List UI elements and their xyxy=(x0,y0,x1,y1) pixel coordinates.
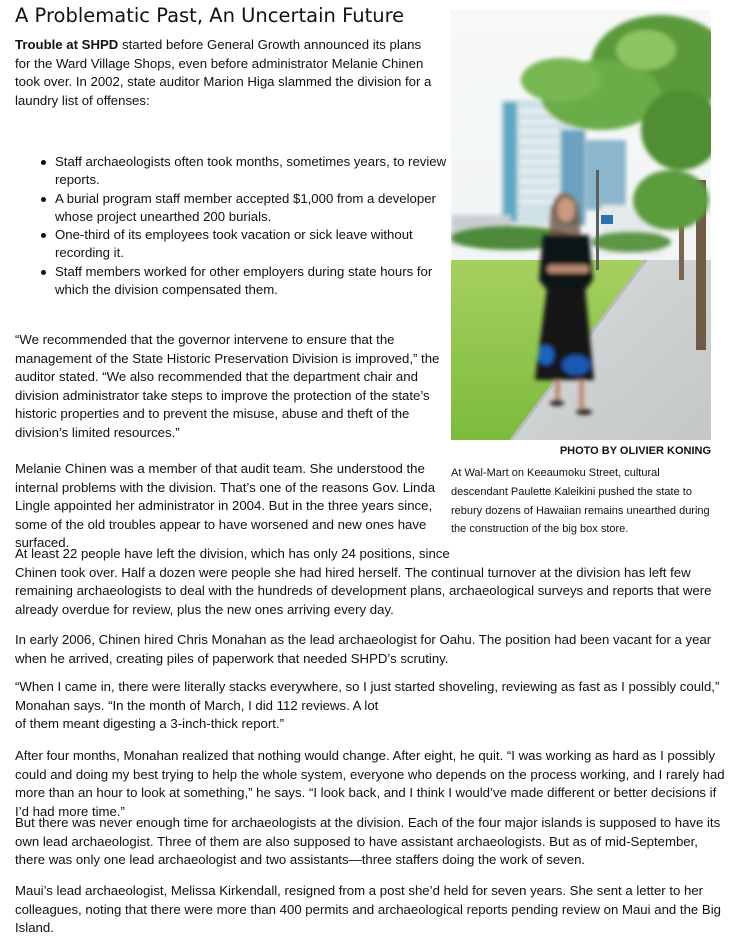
list-item: A burial program staff member accepted $1,000 from a developer whose project unearthed 200 burials. xyxy=(55,190,450,227)
offenses-list xyxy=(24,153,450,299)
quote-line-1: “When I came in, there were literally stacks everywhere, so I just started shoveling, reviewing as fast as I possibly could,” xyxy=(15,679,720,694)
quote-line-3: of them meant digesting a 3-inch-thick report.” xyxy=(15,716,285,731)
street-sign xyxy=(601,215,613,224)
turnover-paragraph xyxy=(15,545,727,619)
turnover-rest: Chinen took over. Half a dozen were people she had hired herself. The continual turnover at the division has left few remaining archaeologists to deal with the hundreds of development plans, archaeological surveys and reports that were already overdue for review, plus the new ones arriving every day. xyxy=(15,564,712,617)
turnover-first-line: At least 22 people have left the division, which has only 24 positions, since xyxy=(15,546,450,561)
auditor-quote-paragraph: “We recommended that the governor intervene to ensure that the management of the State Historic Preservation Division is improved,” the auditor stated. “We also recommended that the department chair and division administrator take steps to improve the protection of the state’s historic properties and to prevent the misuse, abuse and theft of the division’s limited resources.” xyxy=(15,332,440,440)
photo-credit: PHOTO BY OLIVIER KONING xyxy=(559,445,711,457)
photo-illustration xyxy=(451,10,711,440)
monahan-quit-paragraph: After four months, Monahan realized that nothing would change. After eight, he quit. “I was working as hard as I possibly could and doing my best trying to help the whole system, everyone who depends on the process working, and I rarely had more than an hour to look at something,” he says. “I look back, and I think I would’ve made different or better decisions if I’d had more time.” xyxy=(15,748,725,819)
staffing-paragraph: But there was never enough time for archaeologists at the division. Each of the four major islands is supposed to have its own lead archaeologist. Three of them are also supposed to have assistant archaeologists. But as of mid-September, there was only one lead archaeologist and two assistants—three staffers doing the work of seven. xyxy=(15,815,721,867)
audit-team-paragraph: Melanie Chinen was a member of that audit team. She understood the internal problems with the division. That’s one of the reasons Gov. Linda Lingle appointed her administrator in 2004. But in the three years since, some of the old troubles appear to have worsened and new ones have surfaced. xyxy=(15,461,436,550)
maui-paragraph: Maui’s lead archaeologist, Melissa Kirkendall, resigned from a post she’d held for seven years. She sent a letter to her colleagues, noting that there were more than 400 permits and archaeological reports pending review on Maui and the Big Island. xyxy=(15,883,721,935)
intro-text: started before General Growth announced its plans for the Ward Village Shops, even before administrator Melanie Chinen took over. In 2002, state auditor Marion Higa slammed the division for a laundry list of offenses: xyxy=(15,37,432,108)
intro-lead: Trouble at SHPD xyxy=(15,37,119,52)
list-item: Staff members worked for other employers during state hours for which the division compensated them. xyxy=(55,263,450,300)
article-headline: A Problematic Past, An Uncertain Future xyxy=(15,4,405,27)
lamp-post xyxy=(596,170,599,270)
article-photo xyxy=(451,10,711,440)
intro-paragraph xyxy=(15,36,440,110)
monahan-hired-paragraph: In early 2006, Chinen hired Chris Monahan as the lead archaeologist for Oahu. The position had been vacant for a year when he arrived, creating piles of paperwork that needed SHPD’s scrutiny. xyxy=(15,632,712,666)
list-item: Staff archaeologists often took months, sometimes years, to review reports. xyxy=(55,153,450,190)
quote-line-2: Monahan says. “In the month of March, I did 112 reviews. A lot xyxy=(15,697,379,713)
list-item: One-third of its employees took vacation or sick leave without recording it. xyxy=(55,226,450,263)
photo-caption: At Wal-Mart on Keeaumoku Street, cultural descendant Paulette Kaleikini pushed the state to rebury dozens of Hawaiian remains unearthed during the construction of the big box store. xyxy=(451,467,710,536)
monahan-quote-paragraph xyxy=(15,678,727,734)
